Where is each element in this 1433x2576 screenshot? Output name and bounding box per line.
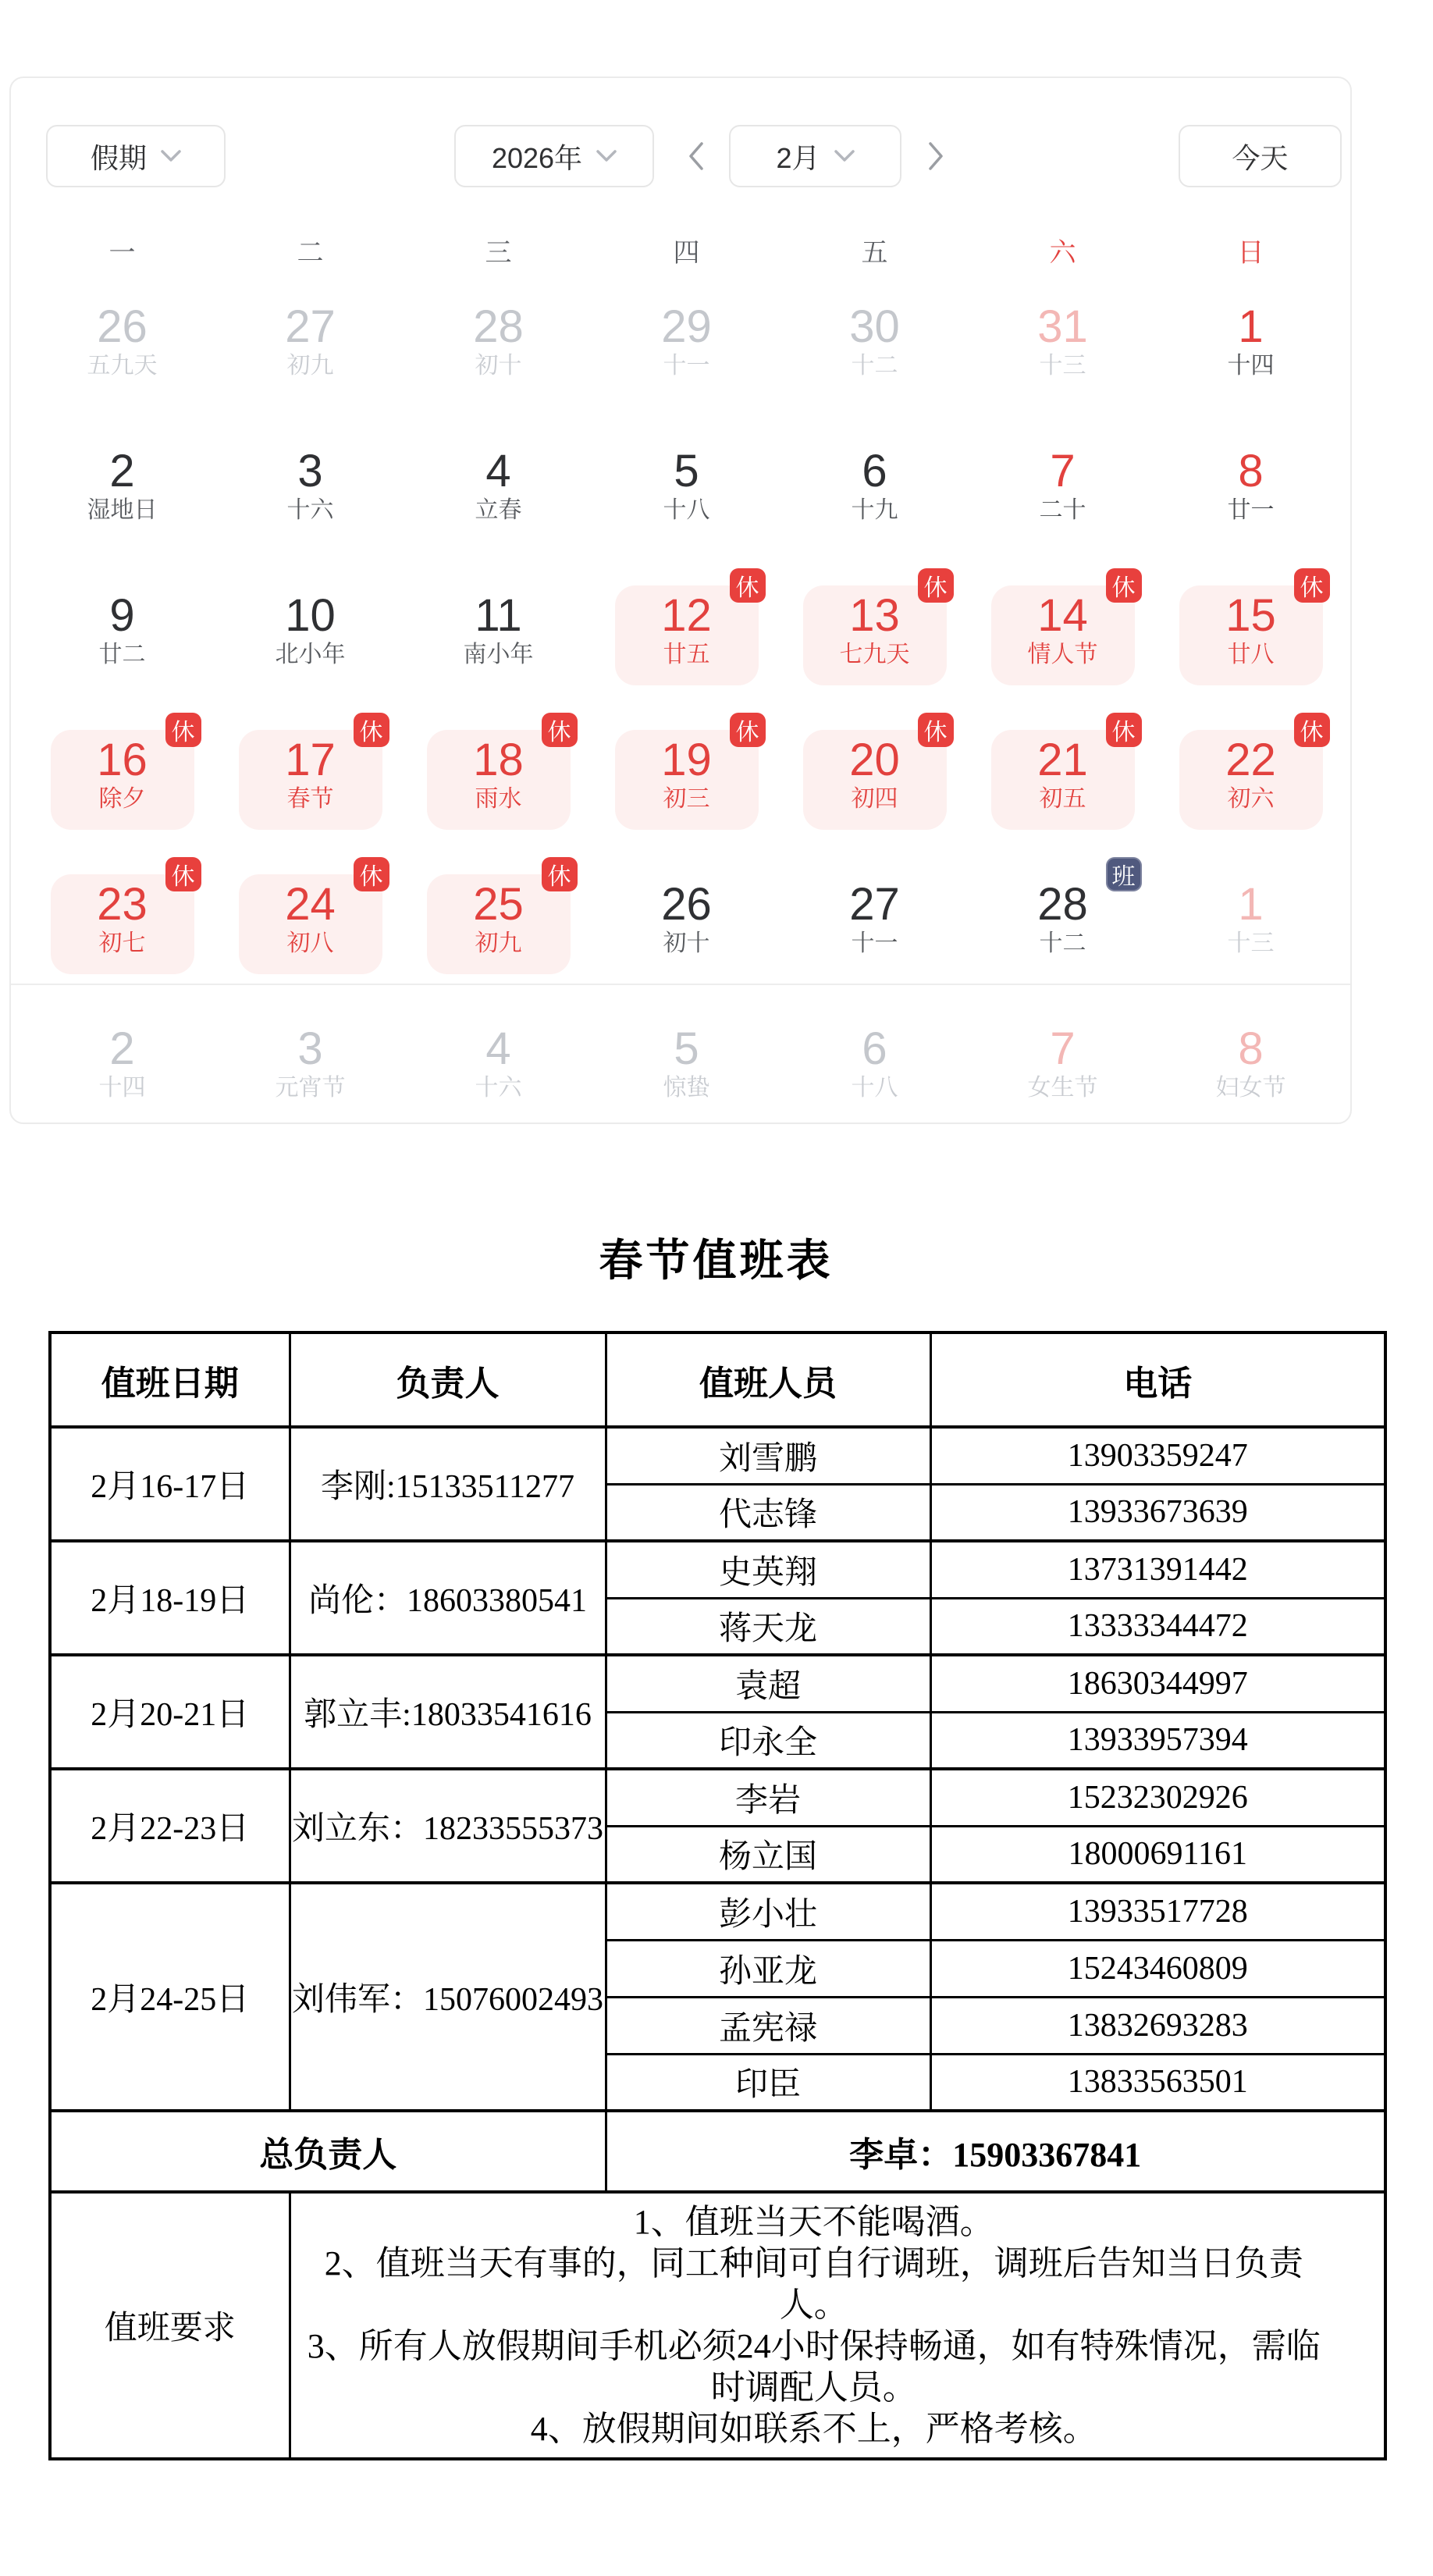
- lunar-label: 廿五: [663, 642, 710, 667]
- day-number: 1: [1238, 301, 1264, 352]
- rules-text-cell: [290, 2192, 1385, 2459]
- day-number: 27: [849, 879, 900, 930]
- month-separator-line: [11, 984, 1350, 985]
- prev-month-arrow[interactable]: [679, 125, 713, 187]
- rules-text-lines: [291, 2194, 1385, 2457]
- calendar-day-cell[interactable]: [404, 980, 592, 1124]
- lunar-label: 十三: [1227, 930, 1275, 956]
- weekday-label: 六: [1049, 237, 1076, 268]
- calendar-day-cell[interactable]: [969, 980, 1157, 1124]
- roster-header-row: [50, 1332, 1385, 1427]
- roster-column-header: 负责人: [290, 1332, 606, 1427]
- roster-column-header: 值班日期: [50, 1332, 290, 1427]
- day-number: 28: [473, 301, 524, 352]
- day-number: 10: [285, 590, 336, 641]
- calendar-day-cell[interactable]: [28, 546, 216, 691]
- lunar-label: 初五: [1039, 786, 1086, 812]
- lunar-label: 春节: [286, 786, 334, 812]
- day-number: 2: [109, 446, 135, 496]
- staff-phone-cell: 13933517728: [930, 1883, 1385, 1940]
- lunar-label: 惊蛰: [663, 1075, 710, 1101]
- staff-name-cell: 孙亚龙: [606, 1940, 930, 1997]
- calendar-day-cell[interactable]: [1157, 835, 1345, 980]
- lunar-label: 廿一: [1227, 497, 1275, 523]
- lunar-label: 七九天: [839, 642, 910, 667]
- staff-name-cell: 印永全: [606, 1712, 930, 1769]
- calendar-day-cell[interactable]: [1157, 980, 1345, 1124]
- lunar-label: 十二: [851, 353, 898, 379]
- staff-phone-cell: 18630344997: [930, 1655, 1385, 1712]
- calendar-day-cell[interactable]: [28, 402, 216, 546]
- calendar-toolbar: [11, 125, 1350, 187]
- duty-date-cell: 2月22-23日: [50, 1769, 290, 1883]
- roster-staff-row: [50, 1883, 1385, 1940]
- lunar-label: 湿地日: [87, 497, 158, 523]
- lunar-label: 十六: [475, 1075, 522, 1101]
- lunar-label: 妇女节: [1215, 1075, 1286, 1101]
- rest-badge: 休: [354, 857, 389, 891]
- lunar-label: 初六: [1227, 786, 1275, 812]
- day-number: 7: [1050, 446, 1076, 496]
- lunar-label: 十三: [1039, 353, 1086, 379]
- lunar-label: 十一: [663, 353, 710, 379]
- calendar-day-cell[interactable]: [781, 835, 969, 980]
- staff-name-cell: 印臣: [606, 2054, 930, 2111]
- roster-staff-row: [50, 1655, 1385, 1712]
- calendar-day-cell[interactable]: [592, 835, 781, 980]
- staff-phone-cell: 18000691161: [930, 1826, 1385, 1883]
- day-number: 5: [674, 1023, 699, 1074]
- calendar-day-cell[interactable]: [969, 402, 1157, 546]
- lunar-label: 初十: [475, 353, 522, 379]
- section-leader-cell: 李刚:15133511277: [290, 1427, 606, 1541]
- lunar-label: 十六: [286, 497, 334, 523]
- day-number: 6: [862, 446, 887, 496]
- day-number: 7: [1050, 1023, 1076, 1074]
- calendar-day-cell[interactable]: [592, 402, 781, 546]
- lunar-label: 十八: [663, 497, 710, 523]
- lunar-label: 廿八: [1227, 642, 1275, 667]
- calendar-day-cell[interactable]: [216, 691, 404, 835]
- calendar-day-cell[interactable]: [404, 258, 592, 402]
- calendar-day-cell[interactable]: [781, 402, 969, 546]
- day-number: 15: [1225, 590, 1276, 641]
- rule-line: 2、值班当天有事的，同工种间可自行调班，调班后告知当日负责人。: [324, 2244, 1303, 2324]
- day-number: 1: [1238, 879, 1264, 930]
- lunar-label: 十八: [851, 1075, 898, 1101]
- duty-date-cell: 2月18-19日: [50, 1541, 290, 1655]
- weekday-label: 三: [485, 237, 512, 268]
- lunar-label: 初三: [663, 786, 710, 812]
- section-leader-cell: 刘立东：18233555373: [290, 1769, 606, 1883]
- next-month-arrow[interactable]: [919, 125, 953, 187]
- calendar-day-cell[interactable]: [216, 258, 404, 402]
- calendar-day-cell[interactable]: [1157, 402, 1345, 546]
- staff-phone-cell: 13832693283: [930, 1997, 1385, 2054]
- month-select-label: 2月: [776, 141, 820, 174]
- day-number: 26: [97, 301, 148, 352]
- calendar-day-cell[interactable]: [592, 980, 781, 1124]
- rest-badge: 休: [354, 713, 389, 747]
- calendar-day-cell[interactable]: [969, 546, 1157, 691]
- day-number: 18: [473, 735, 524, 785]
- rest-badge: 休: [1294, 568, 1330, 603]
- lunar-label: 初九: [286, 353, 334, 379]
- year-select[interactable]: [454, 125, 654, 187]
- rest-badge: 休: [730, 713, 766, 747]
- today-button-label: 今天: [1232, 141, 1289, 174]
- staff-name-cell: 史英翔: [606, 1541, 930, 1598]
- staff-phone-cell: 13333344472: [930, 1598, 1385, 1655]
- day-number: 27: [285, 301, 336, 352]
- holiday-filter-label: 假期: [90, 141, 147, 174]
- staff-name-cell: 孟宪禄: [606, 1997, 930, 2054]
- lunar-label: 元宵节: [275, 1075, 346, 1101]
- rules-row: [50, 2192, 1385, 2459]
- rest-badge: 休: [165, 857, 201, 891]
- lunar-label: 五九天: [87, 353, 158, 379]
- weekday-label: 四: [673, 237, 700, 268]
- holiday-filter-select[interactable]: [46, 125, 226, 187]
- duty-roster-table: [48, 1331, 1387, 2460]
- staff-phone-cell: 13903359247: [930, 1427, 1385, 1484]
- calendar-day-cell[interactable]: [28, 691, 216, 835]
- lunar-label: 十一: [851, 930, 898, 956]
- day-number: 6: [862, 1023, 887, 1074]
- lunar-label: 雨水: [475, 786, 522, 812]
- staff-phone-cell: 15232302926: [930, 1769, 1385, 1826]
- duty-date-cell: 2月16-17日: [50, 1427, 290, 1541]
- chevron-down-icon: [161, 150, 181, 163]
- rest-badge: 休: [918, 713, 954, 747]
- day-number: 3: [297, 446, 323, 496]
- calendar-day-cell[interactable]: [781, 691, 969, 835]
- calendar-day-cell[interactable]: [969, 835, 1157, 980]
- lunar-label: 十四: [98, 1075, 146, 1101]
- lunar-label: 立春: [475, 497, 522, 523]
- day-number: 5: [674, 446, 699, 496]
- section-leader-cell: 郭立丰:18033541616: [290, 1655, 606, 1769]
- weekday-label: 五: [861, 237, 888, 268]
- calendar-day-cell[interactable]: [216, 402, 404, 546]
- chevron-down-icon: [834, 150, 855, 163]
- day-number: 11: [475, 590, 522, 641]
- day-number: 9: [109, 590, 135, 641]
- chevron-down-icon: [596, 150, 617, 163]
- calendar-day-cell[interactable]: [592, 691, 781, 835]
- lunar-label: 十四: [1227, 353, 1275, 379]
- calendar-day-cell[interactable]: [1157, 691, 1345, 835]
- lunar-label: 二十: [1039, 497, 1086, 523]
- day-number: 2: [109, 1023, 135, 1074]
- calendar-grid: [28, 258, 1345, 1124]
- calendar-day-cell[interactable]: [216, 980, 404, 1124]
- day-number: 19: [661, 735, 712, 785]
- day-number: 4: [485, 1023, 511, 1074]
- day-number: 4: [485, 446, 511, 496]
- rest-badge: 休: [1106, 713, 1142, 747]
- lunar-label: 南小年: [463, 642, 534, 667]
- lunar-label: 初四: [851, 786, 898, 812]
- duty-date-cell: 2月20-21日: [50, 1655, 290, 1769]
- staff-phone-cell: 13933957394: [930, 1712, 1385, 1769]
- staff-name-cell: 代志锋: [606, 1484, 930, 1541]
- staff-phone-cell: 13833563501: [930, 2054, 1385, 2111]
- calendar-day-cell[interactable]: [216, 546, 404, 691]
- year-select-label: 2026年: [491, 141, 583, 174]
- rest-badge: 休: [165, 713, 201, 747]
- calendar-day-cell[interactable]: [216, 835, 404, 980]
- calendar-day-cell[interactable]: [28, 980, 216, 1124]
- lunar-label: 情人节: [1027, 642, 1098, 667]
- calendar-day-cell[interactable]: [969, 691, 1157, 835]
- work-badge: 班: [1106, 857, 1142, 891]
- rest-badge: 休: [1106, 568, 1142, 603]
- calendar-day-cell[interactable]: [1157, 546, 1345, 691]
- lunar-label: 女生节: [1027, 1075, 1098, 1101]
- calendar-day-cell[interactable]: [1157, 258, 1345, 402]
- day-number: 12: [661, 590, 712, 641]
- rest-badge: 休: [1294, 713, 1330, 747]
- roster-title: 春节值班表: [599, 1237, 834, 1286]
- day-number: 17: [285, 735, 336, 785]
- roster-staff-row: [50, 1427, 1385, 1484]
- lunar-label: 十九: [851, 497, 898, 523]
- calendar-day-cell[interactable]: [28, 258, 216, 402]
- chief-row: [50, 2111, 1385, 2192]
- lunar-label: 北小年: [275, 642, 346, 667]
- rest-badge: 休: [730, 568, 766, 603]
- day-number: 14: [1037, 590, 1088, 641]
- calendar-day-cell[interactable]: [404, 691, 592, 835]
- rules-label-cell: 值班要求: [50, 2192, 290, 2459]
- calendar-day-cell[interactable]: [969, 258, 1157, 402]
- lunar-label: 初七: [98, 930, 146, 956]
- calendar-card: [9, 76, 1352, 1124]
- duty-date-cell: 2月24-25日: [50, 1883, 290, 2111]
- section-leader-cell: 尚伦：18603380541: [290, 1541, 606, 1655]
- lunar-label: 初九: [475, 930, 522, 956]
- day-number: 22: [1225, 735, 1276, 785]
- roster-staff-row: [50, 1769, 1385, 1826]
- lunar-label: 十二: [1039, 930, 1086, 956]
- day-number: 28: [1037, 879, 1088, 930]
- day-number: 24: [285, 879, 336, 930]
- day-number: 29: [661, 301, 712, 352]
- lunar-label: 除夕: [98, 786, 146, 812]
- rest-badge: 休: [542, 713, 578, 747]
- rest-badge: 休: [918, 568, 954, 603]
- staff-name-cell: 李岩: [606, 1769, 930, 1826]
- day-number: 31: [1037, 301, 1088, 352]
- roster-staff-row: [50, 1541, 1385, 1598]
- section-leader-cell: 刘伟军：15076002493: [290, 1883, 606, 2111]
- day-number: 25: [473, 879, 524, 930]
- staff-phone-cell: 13933673639: [930, 1484, 1385, 1541]
- calendar-day-cell[interactable]: [781, 980, 969, 1124]
- today-button[interactable]: [1179, 125, 1342, 187]
- calendar-day-cell[interactable]: [28, 835, 216, 980]
- rule-line: 1、值班当天不能喝酒。: [633, 2203, 994, 2241]
- day-number: 13: [849, 590, 900, 641]
- calendar-day-cell[interactable]: [404, 546, 592, 691]
- chief-contact-cell: 李卓：15903367841: [606, 2111, 1385, 2192]
- day-number: 8: [1238, 1023, 1264, 1074]
- calendar-day-cell[interactable]: [592, 258, 781, 402]
- day-number: 20: [849, 735, 900, 785]
- roster-column-header: 值班人员: [606, 1332, 930, 1427]
- staff-name-cell: 袁超: [606, 1655, 930, 1712]
- day-number: 16: [97, 735, 148, 785]
- day-number: 8: [1238, 446, 1264, 496]
- weekday-label: 一: [108, 237, 136, 268]
- staff-phone-cell: 15243460809: [930, 1940, 1385, 1997]
- calendar-day-cell[interactable]: [781, 546, 969, 691]
- day-number: 26: [661, 879, 712, 930]
- day-number: 21: [1037, 735, 1088, 785]
- day-number: 30: [849, 301, 900, 352]
- calendar-day-cell[interactable]: [404, 835, 592, 980]
- roster-column-header: 电话: [930, 1332, 1385, 1427]
- staff-name-cell: 刘雪鹏: [606, 1427, 930, 1484]
- staff-name-cell: 杨立国: [606, 1826, 930, 1883]
- staff-phone-cell: 13731391442: [930, 1541, 1385, 1598]
- rule-line: 4、放假期间如联系不上，严格考核。: [530, 2410, 1097, 2448]
- calendar-day-cell[interactable]: [781, 258, 969, 402]
- lunar-label: 初十: [663, 930, 710, 956]
- month-select[interactable]: [729, 125, 901, 187]
- lunar-label: 初八: [286, 930, 334, 956]
- weekday-label: 日: [1237, 237, 1264, 268]
- day-number: 23: [97, 879, 148, 930]
- staff-name-cell: 彭小壮: [606, 1883, 930, 1940]
- calendar-day-cell[interactable]: [592, 546, 781, 691]
- day-number: 3: [297, 1023, 323, 1074]
- lunar-label: 廿二: [98, 642, 146, 667]
- calendar-day-cell[interactable]: [404, 402, 592, 546]
- rule-line: 3、所有人放假期间手机必须24小时保持畅通，如有特殊情况，需临时调配人员。: [307, 2327, 1321, 2407]
- weekday-label: 二: [297, 237, 324, 268]
- chief-label-cell: 总负责人: [50, 2111, 606, 2192]
- staff-name-cell: 蒋天龙: [606, 1598, 930, 1655]
- rest-badge: 休: [542, 857, 578, 891]
